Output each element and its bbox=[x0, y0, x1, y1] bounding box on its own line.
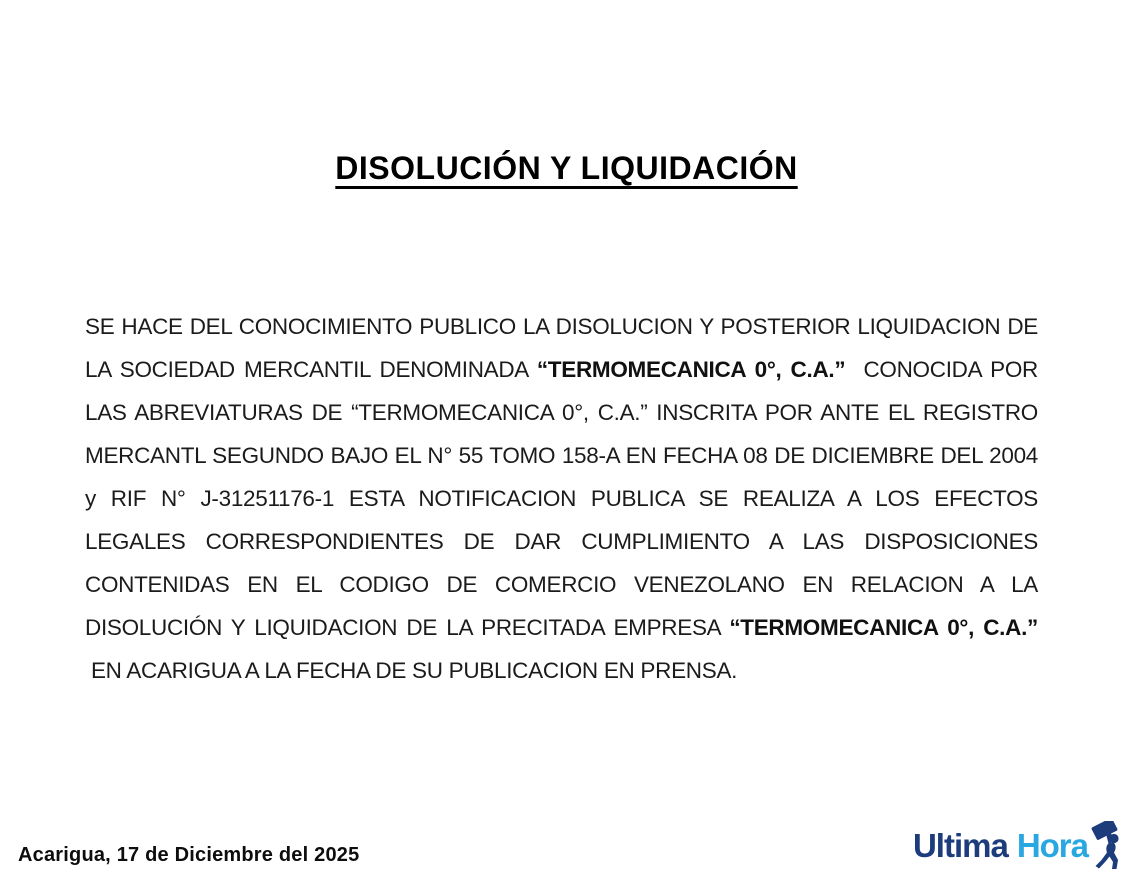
dateline: Acarigua, 17 de Diciembre del 2025 bbox=[18, 844, 360, 866]
logo-word-hora: Hora bbox=[1016, 826, 1088, 864]
logo-word-ultima: Ultima bbox=[912, 826, 1008, 864]
paperboy-icon bbox=[1091, 821, 1127, 869]
notice-title: DISOLUCIÓN Y LIQUIDACIÓN bbox=[335, 150, 798, 186]
newspaper-logo bbox=[913, 821, 1127, 869]
notice-body: SE HACE DEL CONOCIMIENTO PUBLICO LA DISOLUCION Y POSTERIOR LIQUIDACION DE LA SOCIEDAD MERCANTIL DENOMINADA “TERMOMECANICA 0°, C.A.” CONOCIDA POR LAS ABREVIATURAS DE “TERMOMECANICA 0°, C.A.” INSCRITA POR ANTE EL REGISTRO MERCANTL SEGUNDO BAJO EL N° 55 TOMO 158-A EN FECHA 08 DE DICIEMBRE DEL 2004 y RIF N° J-31251176-1 ESTA NOTIFICACION PUBLICA SE REALIZA A LOS EFECTOS LEGALES CORRESPONDIENTES DE DAR CUMPLIMIENTO A LAS DISPOSICIONES CONTENIDAS EN EL CODIGO DE COMERCIO VENEZOLANO EN RELACION A LA DISOLUCIÓN Y LIQUIDACION DE LA PRECITADA EMPRESA “TERMOMECANICA 0°, C.A.” EN ACARIGUA A LA FECHA DE SU PUBLICACION EN PRENSA. bbox=[85, 314, 1038, 683]
